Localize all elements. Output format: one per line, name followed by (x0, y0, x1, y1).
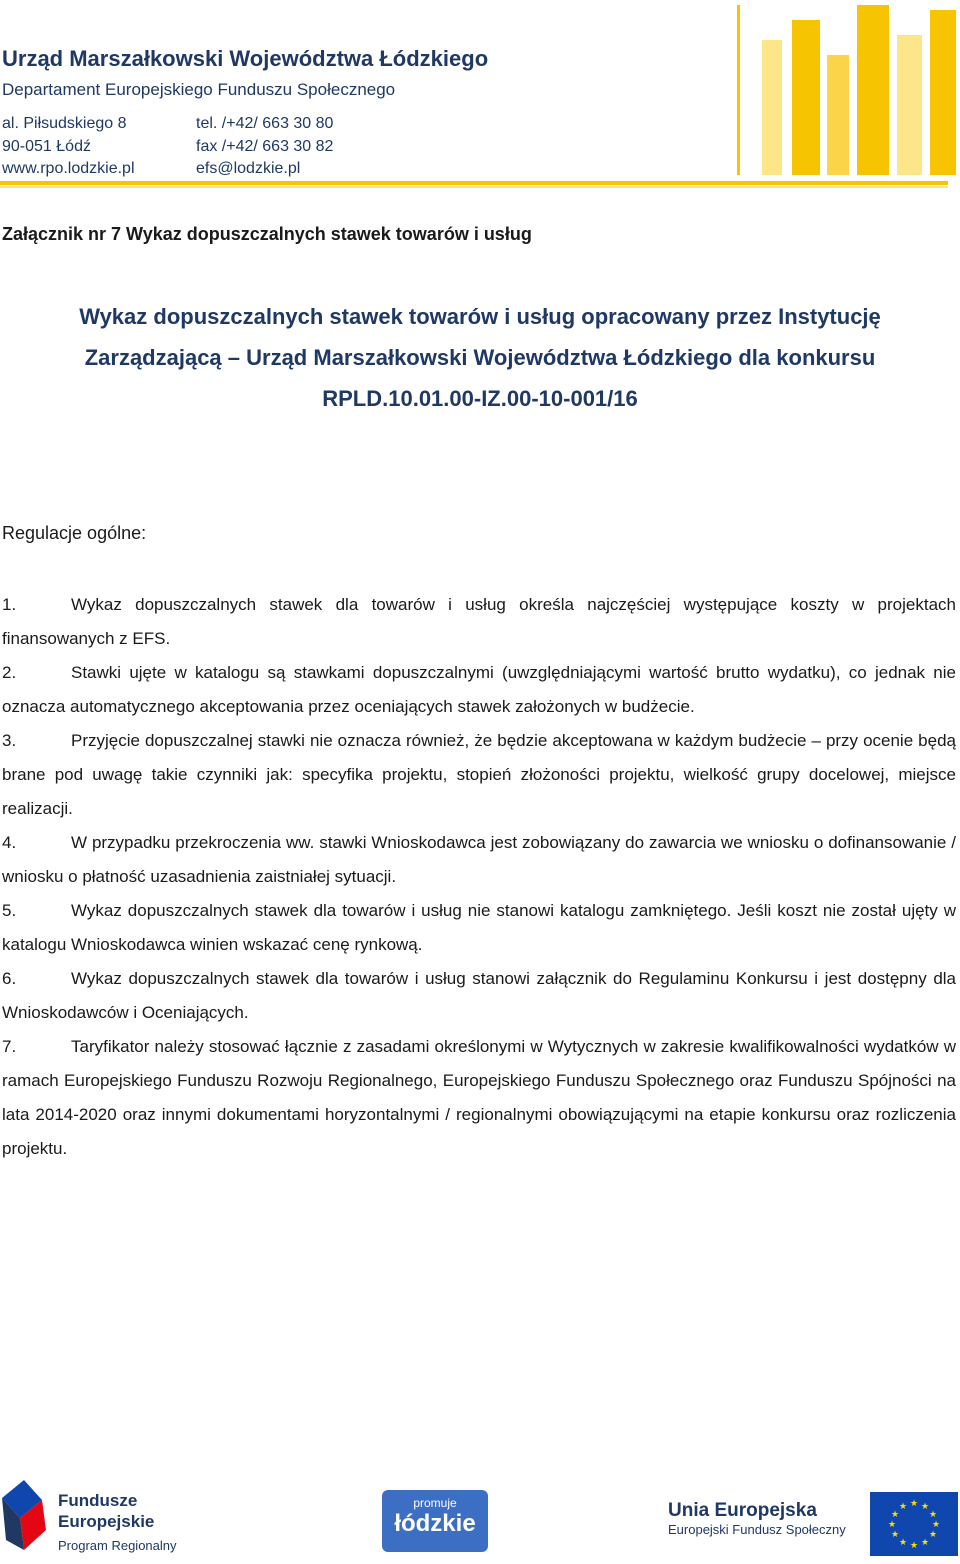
item-number: 2. (2, 663, 17, 682)
ue-title: Unia Europejska (668, 1500, 817, 1521)
list-item (2, 894, 956, 962)
telephone: tel. /+42/ 663 30 80 (196, 115, 334, 132)
ue-text-logo (668, 1500, 846, 1537)
main-title-line2: Zarządzającą – Urząd Marszałkowski Województwa Łódzkiego dla konkursu (84, 345, 876, 370)
item-text: Stawki ujęte w katalogu są stawkami dopuszczalnymi (uwzględniającymi wartość brutto wydatku), co jednak nie oznacza automatycznego akceptowania przez oceniających stawek założonych w budżecie. (2, 663, 956, 716)
svg-text:★: ★ (920, 1538, 930, 1548)
svg-text:★: ★ (931, 1520, 941, 1530)
lodz-small: promuje (413, 1496, 457, 1510)
regulations-list (2, 588, 956, 1166)
eu-flag-icon (870, 1492, 958, 1556)
phone-block (196, 113, 333, 181)
list-item (2, 656, 956, 724)
header-rule (0, 181, 948, 185)
fe-line3: Program Regionalny (58, 1538, 177, 1553)
svg-text:★: ★ (909, 1499, 919, 1509)
item-number: 4. (2, 833, 17, 852)
item-number: 1. (2, 595, 17, 614)
email-link[interactable]: efs@lodzkie.pl (196, 160, 301, 177)
header-graphic (732, 0, 960, 180)
list-item (2, 962, 956, 1030)
postal-city: 90-051 Łódź (2, 137, 91, 155)
svg-text:★: ★ (920, 1502, 930, 1512)
item-text: Wykaz dopuszczalnych stawek dla towarów i usług stanowi załącznik do Regulaminu Konkursu i jest dostępny dla Wnioskodawców i Oceniających. (2, 969, 956, 1022)
svg-text:★: ★ (890, 1510, 900, 1520)
item-text: Wykaz dopuszczalnych stawek dla towarów i usług nie stanowi katalogu zamkniętego. Jeśli koszt nie został ujęty w katalogu Wnioskodawca winien wskazać cenę rynkową. (2, 901, 956, 954)
list-item (2, 826, 956, 894)
header-rule-light (0, 186, 948, 188)
item-text: Przyjęcie dopuszczalnej stawki nie oznacza również, że będzie akceptowana w każdym budżecie – przy ocenie będą brane pod uwagę takie czynniki jak: specyfika projektu, stopień złożoności projektu, wielkość grupy docelowej, miejsce realizacji. (2, 731, 956, 818)
fax: fax /+42/ 663 30 82 (196, 137, 334, 155)
fe-star-icon (2, 1480, 50, 1556)
item-number: 3. (2, 731, 17, 750)
svg-text:★: ★ (928, 1510, 938, 1520)
main-title-line3: RPLD.10.01.00-IZ.00-10-001/16 (322, 386, 638, 411)
promuje-lodzkie-logo (382, 1490, 488, 1552)
item-number: 6. (2, 969, 17, 988)
item-number: 5. (2, 901, 17, 920)
fe-line2: Europejskie (58, 1512, 155, 1531)
item-number: 7. (2, 1037, 17, 1056)
fundusze-europejskie-logo (2, 1480, 177, 1556)
svg-text:★: ★ (898, 1538, 908, 1548)
organization-name: Urząd Marszałkowski Województwa Łódzkiego (2, 46, 489, 71)
svg-text:★: ★ (890, 1530, 900, 1540)
item-text: Wykaz dopuszczalnych stawek dla towarów i usług określa najczęściej występujące koszty w projektach finansowanych z EFS. (2, 595, 956, 648)
svg-text:★: ★ (928, 1530, 938, 1540)
list-item (2, 1030, 956, 1166)
svg-text:★: ★ (909, 1541, 919, 1551)
ue-subtitle: Europejski Fundusz Społeczny (668, 1522, 846, 1537)
item-text: Taryfikator należy stosować łącznie z zasadami określonymi w Wytycznych w zakresie kwalifikowalności wydatków w ramach Europejskiego Funduszu Rozwoju Regionalnego, Europejskiego Funduszu Społecznego oraz Funduszu Spójności na lata 2014-2020 oraz innymi dokumentami horyzontalnymi / regionalnymi obowiązującymi na etapie konkursu oraz rozliczenia projektu. (2, 1037, 956, 1158)
fe-line1: Fundusze (58, 1491, 138, 1510)
section-subheading: Regulacje ogólne: (2, 523, 147, 543)
svg-text:★: ★ (887, 1520, 897, 1530)
department-name: Departament Europejskiego Funduszu Społecznego (2, 80, 396, 99)
website-link[interactable]: www.rpo.lodzkie.pl (2, 160, 135, 177)
annex-title: Załącznik nr 7 Wykaz dopuszczalnych stawek towarów i usług (2, 224, 532, 244)
main-title (40, 296, 920, 419)
item-text: W przypadku przekroczenia ww. stawki Wnioskodawca jest zobowiązany do zawarcia we wniosku o dofinansowanie / wniosku o płatność uzasadnienia zaistniałej sytuacji. (2, 833, 956, 886)
list-item (2, 588, 956, 656)
svg-text:★: ★ (898, 1502, 908, 1512)
lodz-big: łódzkie (394, 1510, 476, 1537)
main-title-line1: Wykaz dopuszczalnych stawek towarów i usług opracowany przez Instytucję (79, 304, 881, 329)
list-item (2, 724, 956, 826)
address-block (2, 113, 135, 181)
street: al. Piłsudskiego 8 (2, 115, 127, 132)
